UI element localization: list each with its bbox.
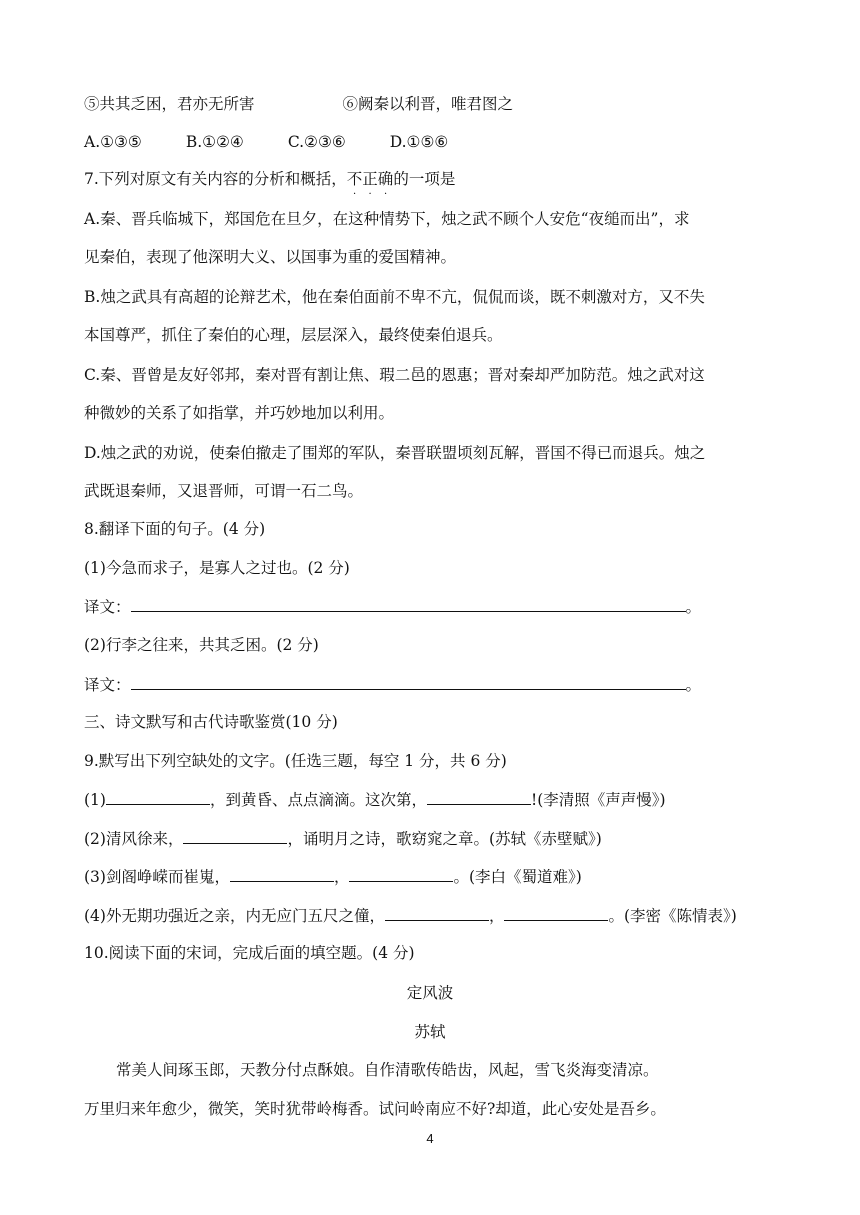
item-5: ⑤共其乏困，君亦无所害: [84, 95, 255, 113]
q7-emphasis: [346, 170, 394, 200]
q9-4-source: 。(李密《陈情表》): [608, 907, 737, 925]
translation-1-blank[interactable]: [131, 595, 686, 612]
choices-q6: [84, 131, 448, 153]
q9-4-blank-2[interactable]: [504, 904, 608, 921]
option-line-56: [84, 93, 513, 115]
q9-4-blank-1[interactable]: [385, 904, 489, 921]
q9-2-text-start: (2)清风徐来，: [84, 830, 184, 848]
poem-author: 苏轼: [414, 1023, 446, 1041]
q9-1-text: ，到黄昏、点点滴滴。这次第，: [209, 791, 427, 809]
choice-a: A.①③⑤: [84, 133, 142, 151]
q9-item-4: [84, 904, 737, 927]
q9-2-blank[interactable]: [183, 827, 287, 844]
q9-1-blank-1[interactable]: [106, 788, 210, 805]
question-8: 8.翻译下面的句子。(4 分): [84, 520, 266, 538]
q9-3-blank-1[interactable]: [230, 865, 334, 882]
q8-translation-2: [84, 673, 701, 696]
q7-text: 7.下列对原文有关内容的分析和概括，: [84, 170, 347, 188]
period: 。: [685, 598, 702, 616]
translation-label: 译文：: [84, 598, 131, 616]
emphasis-dots: · · ·: [352, 189, 388, 200]
q9-item-1: [84, 788, 666, 811]
q9-3-source: 。(李白《蜀道难》): [453, 868, 582, 886]
q8-translation-1: [84, 595, 701, 618]
q7-option-c-line1: C.秦、晋曾是友好邻邦，秦对晋有割让焦、瑕二邑的恩惠；晋对秦却严加防范。烛之武对这: [84, 366, 705, 384]
q9-3-blank-2[interactable]: [349, 865, 453, 882]
q7-emphasis-text: 不正确: [346, 170, 394, 188]
choice-c: C.②③⑥: [287, 133, 346, 151]
q8-sentence-1: (1)今急而求子，是寡人之过也。(2 分): [84, 559, 350, 577]
q9-4-text-start: (4)外无期功强近之亲，内无应门五尺之僮，: [84, 907, 385, 925]
q9-1-blank-2[interactable]: [427, 788, 531, 805]
period: 。: [685, 676, 702, 694]
q7-option-b-line2: 本国尊严，抓住了秦伯的心理，层层深入，最终使秦伯退兵。: [84, 326, 503, 344]
q9-item-3: [84, 865, 582, 888]
q7-option-d-line1: D.烛之武的劝说，使秦伯撤走了围郑的军队，秦晋联盟顷刻瓦解，晋国不得已而退兵。烛之: [84, 444, 706, 462]
q7-option-b-line1: B.烛之武具有高超的论辩艺术，他在秦伯面前不卑不亢，侃侃而谈，既不刺激对方，又不失: [84, 288, 705, 306]
q7-option-a-line1: A.秦、晋兵临城下，郑国危在旦夕，在这种情势下，烛之武不顾个人安危“夜缒而出”，求: [84, 210, 690, 228]
poem-line-1: 常美人间琢玉郎，天教分付点酥娘。自作清歌传皓齿，风起，雪飞炎海变清凉。: [116, 1061, 659, 1079]
q9-item-2: [84, 827, 602, 850]
item-6: ⑥阙秦以利晋，唯君图之: [342, 95, 514, 113]
q9-4-comma: ，: [488, 907, 505, 925]
poem-line-2: 万里归来年愈少，微笑，笑时犹带岭梅香。试问岭南应不好?却道，此心安处是吾乡。: [84, 1100, 666, 1118]
translation-2-blank[interactable]: [131, 673, 686, 690]
poem-title: 定风波: [406, 984, 454, 1002]
q9-2-text-end: ，诵明月之诗，歌窈窕之章。(苏轼《赤壁赋》): [287, 830, 602, 848]
choice-d: D.①⑤⑥: [389, 133, 449, 151]
translation-label: 译文：: [84, 676, 131, 694]
question-9: 9.默写出下列空缺处的文字。(任选三题，每空 1 分，共 6 分): [84, 752, 507, 770]
q9-1-source: !(李清照《声声慢》): [530, 791, 666, 809]
q7-option-c-line2: 种微妙的关系了如指掌，并巧妙地加以利用。: [84, 404, 395, 422]
section-3-heading: 三、诗文默写和古代诗歌鉴赏(10 分): [84, 713, 338, 731]
q7-option-d-line2: 武既退秦师，又退晋师，可谓一石二鸟。: [84, 482, 364, 500]
question-10: 10.阅读下面的宋词，完成后面的填空题。(4 分): [84, 944, 415, 962]
question-7: [84, 168, 456, 200]
q7-option-a-line2: 见秦伯，表现了他深明大义、以国事为重的爱国精神。: [84, 248, 457, 266]
page-number: 4: [426, 1131, 434, 1146]
q9-3-comma: ，: [333, 868, 350, 886]
q7-text-end: 的一项是: [393, 170, 456, 188]
q8-sentence-2: (2)行李之往来，共其乏困。(2 分): [84, 636, 319, 654]
choice-b: B.①②④: [185, 133, 244, 151]
q9-3-text-start: (3)剑阁峥嵘而崔嵬，: [84, 868, 230, 886]
q9-1-num: (1): [84, 791, 106, 809]
